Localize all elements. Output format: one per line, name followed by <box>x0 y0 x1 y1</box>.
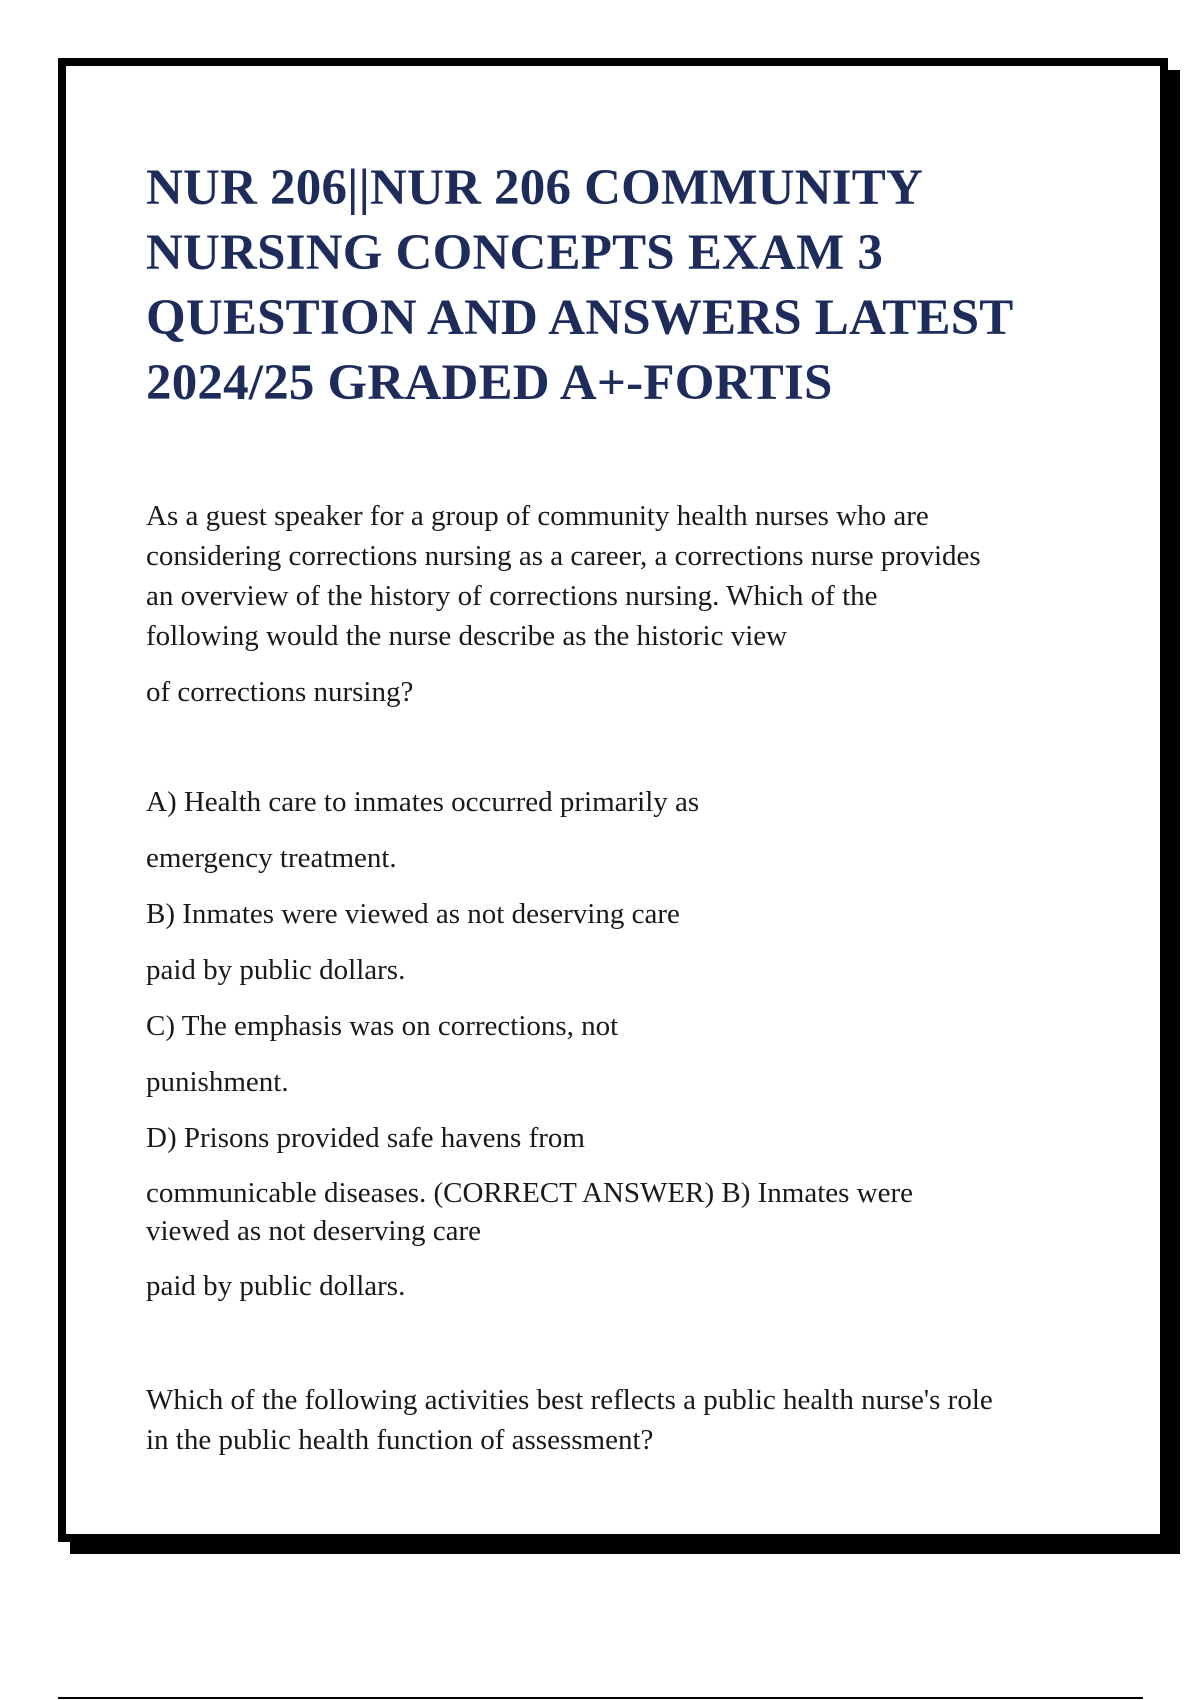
stem-line: Which of the following activities best reflects a public health nurse's role <box>146 1384 993 1416</box>
document-page <box>58 58 1168 1542</box>
stem-line: considering corrections nursing as a career, a corrections nurse provides <box>146 540 981 572</box>
option-a-line: emergency treatment. <box>146 842 397 874</box>
option-d-line: D) Prisons provided safe havens from <box>146 1122 585 1154</box>
stem-line: As a guest speaker for a group of community health nurses who are <box>146 500 929 532</box>
answer-line: viewed as not deserving care <box>146 1215 481 1247</box>
stem-line: an overview of the history of corrections nursing. Which of the <box>146 580 878 612</box>
document-title <box>146 156 1106 416</box>
question-2-stem <box>146 1380 1106 1460</box>
bottom-divider <box>58 1697 1143 1699</box>
document-content <box>146 156 1106 1460</box>
question-1-stem <box>146 496 1106 712</box>
option-b-line: paid by public dollars. <box>146 954 406 986</box>
option-b-line: B) Inmates were viewed as not deserving care <box>146 898 680 930</box>
answer-block <box>146 1174 1106 1250</box>
option-a-line: A) Health care to inmates occurred primarily as <box>146 786 700 818</box>
title-line: 2024/25 GRADED A+-FORTIS <box>146 355 833 411</box>
title-line: NURSING CONCEPTS EXAM 3 <box>146 225 884 281</box>
stem-line: following would the nurse describe as the historic view <box>146 620 788 652</box>
answer-tail: paid by public dollars. <box>146 1270 406 1302</box>
stem-line: in the public health function of assessment? <box>146 1424 654 1456</box>
title-line: QUESTION AND ANSWERS LATEST <box>146 290 1014 346</box>
option-c-line: C) The emphasis was on corrections, not <box>146 1010 619 1042</box>
option-c-line: punishment. <box>146 1066 289 1098</box>
answer-line: communicable diseases. (CORRECT ANSWER) B) Inmates were <box>146 1177 914 1209</box>
question-1-options <box>146 782 1106 1306</box>
title-line: NUR 206||NUR 206 COMMUNITY <box>146 160 924 216</box>
stem-line: of corrections nursing? <box>146 676 414 708</box>
